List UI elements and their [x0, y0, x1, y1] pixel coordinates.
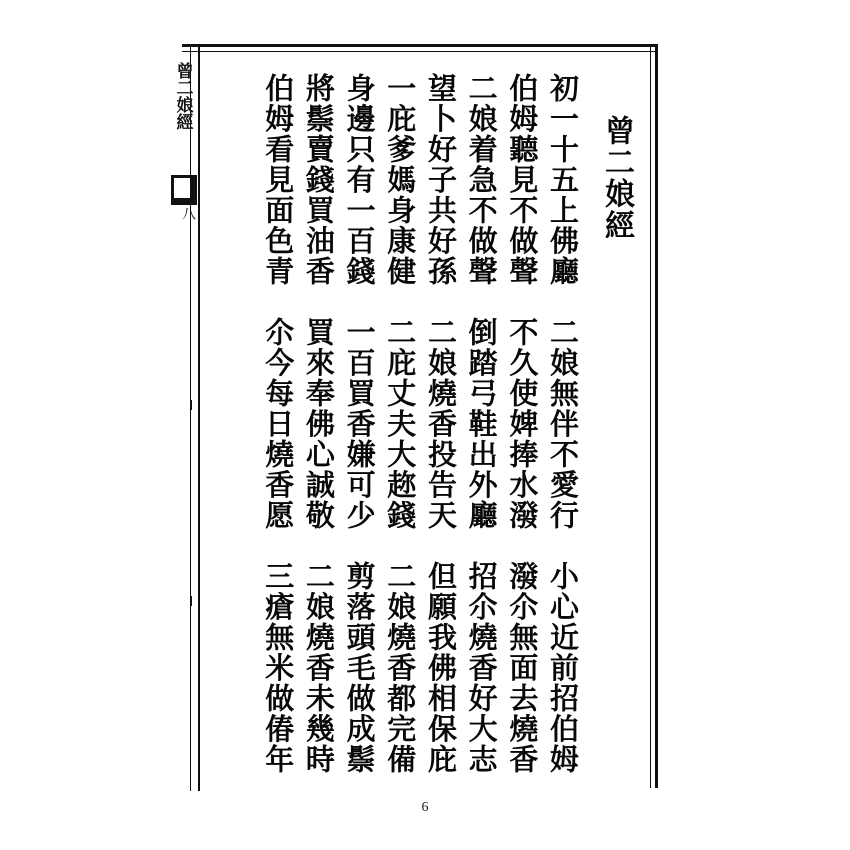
text-column: 望卜好子共好孫 二娘燒香投告天 但願我佛相保庇 — [423, 73, 458, 775]
fold-mark-inner-icon — [174, 178, 190, 198]
text-block-frame — [182, 44, 658, 788]
text-column: 一庇爹媽身康健 二庇丈夫大趂錢 二娘燒香都完備 — [383, 73, 418, 775]
frame-inner-top-rule — [182, 51, 655, 52]
frame-fold-rule — [198, 47, 200, 791]
text-column: 伯姆聽見不做聲 不久使婢捧水潑 潑尒無面去燒香 — [505, 73, 540, 775]
fold-dash-icon — [190, 596, 192, 606]
fold-strip-title: 曾二娘經 — [172, 62, 193, 130]
text-column: 初一十五上佛廳 二娘無伴不愛行 小心近前招伯姆 — [546, 73, 580, 775]
page-number: 6 — [421, 800, 429, 815]
scripture-title: 曾二娘經 — [599, 115, 634, 241]
text-column: 二娘着急不做聲 倒踏弓鞋出外廳 招尒燒香好大志 — [464, 73, 499, 775]
vertical-text-columns — [206, 57, 636, 781]
frame-fold-rule-thin — [190, 47, 191, 791]
frame-inner-right-rule — [650, 47, 651, 788]
fold-dash-icon — [190, 400, 192, 410]
text-column: 伯姆看見面色青 尒今每日燒香愿 三瘡無米做偆年 — [261, 73, 296, 775]
fold-strip-tick: 八 — [180, 206, 196, 220]
text-column: 身邊只有一百錢 一百買香嫌可少 剪落頭毛做成鬃 — [342, 73, 377, 775]
text-column: 將鬃賣錢買油香 買來奉佛心誠敬 二娘燒香未幾時 — [301, 73, 336, 775]
